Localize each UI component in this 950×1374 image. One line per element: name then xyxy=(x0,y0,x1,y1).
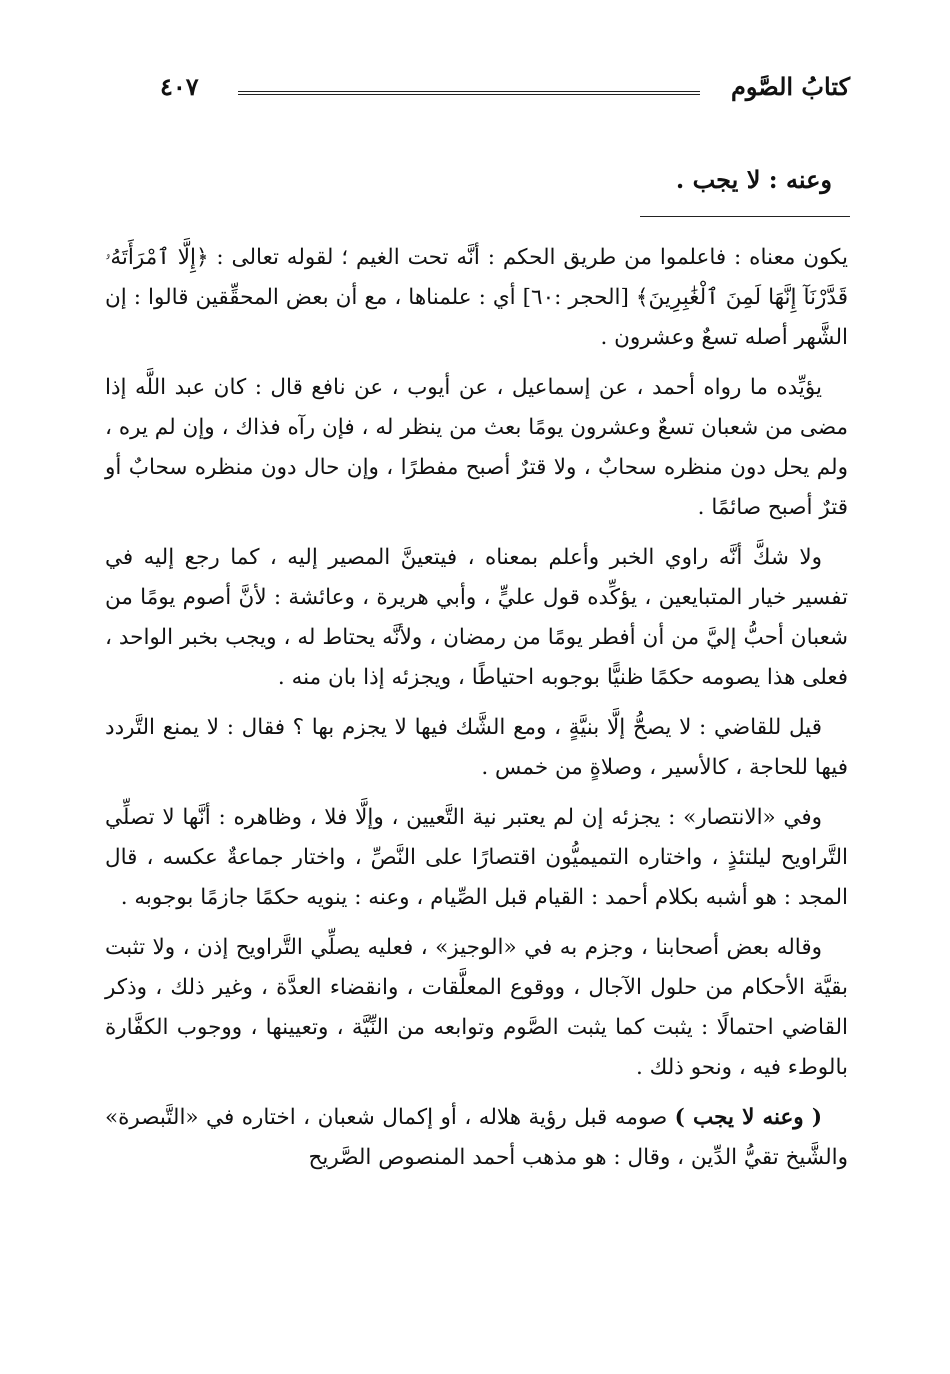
matn-heading: وعنه : لا يجب . xyxy=(675,165,832,194)
matn-separator-rule xyxy=(640,216,850,217)
paragraph xyxy=(105,538,848,698)
page-header xyxy=(160,72,850,112)
commentary-body xyxy=(105,238,848,1188)
paragraph-text: صومه قبل رؤية هلاله ، أو إكمال شعبان ، اختاره في «التَّبصرة» والشَّيخ تقيُّ الدِّين ، وقال : هو مذهب أحمد المنصوص الصَّريح xyxy=(105,1105,848,1170)
matn-quote: ( وعنه لا يجب ) xyxy=(674,1105,822,1130)
paragraph-text: يكون معناه : فاعلموا من طريق الحكم : أنَّه تحت الغيم ؛ لقوله تعالى : ﴿إِلَّا ٱمْرَأَتَهُۥ قَدَّرْنَآ إِنَّهَا لَمِنَ ٱلْغَٰبِرِينَ﴾ [الحجر :٦٠] أي : علمناها ، مع أن بعض المحقِّقين قالوا : إن الشَّهر أصله تسعٌ وعشرون . xyxy=(105,245,848,350)
paragraph xyxy=(105,368,848,528)
running-title: كتابُ الصَّوم xyxy=(731,72,850,101)
paragraph xyxy=(105,798,848,918)
paragraph xyxy=(105,238,848,358)
page-number: ٤٠٧ xyxy=(160,72,199,101)
header-rule xyxy=(238,91,700,95)
paragraph xyxy=(105,708,848,788)
paragraph-text: ولا شكَّ أنَّه راوي الخبر وأعلم بمعناه ، فيتعينَّ المصير إليه ، كما رجع إليه في تفسير خيار المتبايعين ، يؤكِّده قول عليٍّ ، وأبي هريرة ، وعائشة : لأنَّ أصوم يومًا من شعبان أحبُّ إليَّ من أن أفطر يومًا من رمضان ، ولأنَّه يحتاط له ، ويجب بخبر الواحد ، فعلى هذا يصومه حكمًا ظنيًّا بوجوبه احتياطًا ، ويجزئه إذا بان منه . xyxy=(105,545,848,690)
paragraph-text: وقاله بعض أصحابنا ، وجزم به في «الوجيز» ، فعليه يصلِّي التَّراويح إذن ، ولا تثبت بقيَّة الأحكام من حلول الآجال ، ووقوع المعلَّقات ، وانقضاء العدَّة ، وغير ذلك ، وذكر القاضي احتمالًا : يثبت كما يثبت الصَّوم وتوابعه من النِّيَّة ، وتعيينها ، ووجوب الكفَّارة بالوطء فيه ، ونحو ذلك . xyxy=(105,935,848,1080)
paragraph xyxy=(105,1098,848,1178)
paragraph-text: وفي «الانتصار» : يجزئه إن لم يعتبر نية التَّعيين ، وإلَّا فلا ، وظاهره : أنَّها لا تصلِّي التَّراويح ليلتئذٍ ، واختاره التميميُّون اقتصارًا على النَّصِّ ، واختار جماعةٌ عكسه ، قال المجد : هو أشبه بكلام أحمد : القيام قبل الصِّيام ، وعنه : ينويه حكمًا جازمًا بوجوبه . xyxy=(105,805,848,910)
paragraph-text: قيل للقاضي : لا يصحُّ إلَّا بنيَّةٍ ، ومع الشَّك فيها لا يجزم بها ؟ فقال : لا يمنع التَّردد فيها للحاجة ، كالأسير ، وصلاةٍ من خمس . xyxy=(105,715,848,780)
paragraph-text: يؤيِّده ما رواه أحمد ، عن إسماعيل ، عن أيوب ، عن نافع قال : كان عبد اللَّه إذا مضى من شعبان تسعٌ وعشرون يومًا بعث من ينظر له ، فإن رآه فذاك ، وإن لم يره ، ولم يحل دون منظره سحابٌ ، ولا قترٌ أصبح مفطرًا ، وإن حال دون منظره سحابٌ أو قترٌ أصبح صائمًا . xyxy=(105,375,848,520)
paragraph xyxy=(105,928,848,1088)
